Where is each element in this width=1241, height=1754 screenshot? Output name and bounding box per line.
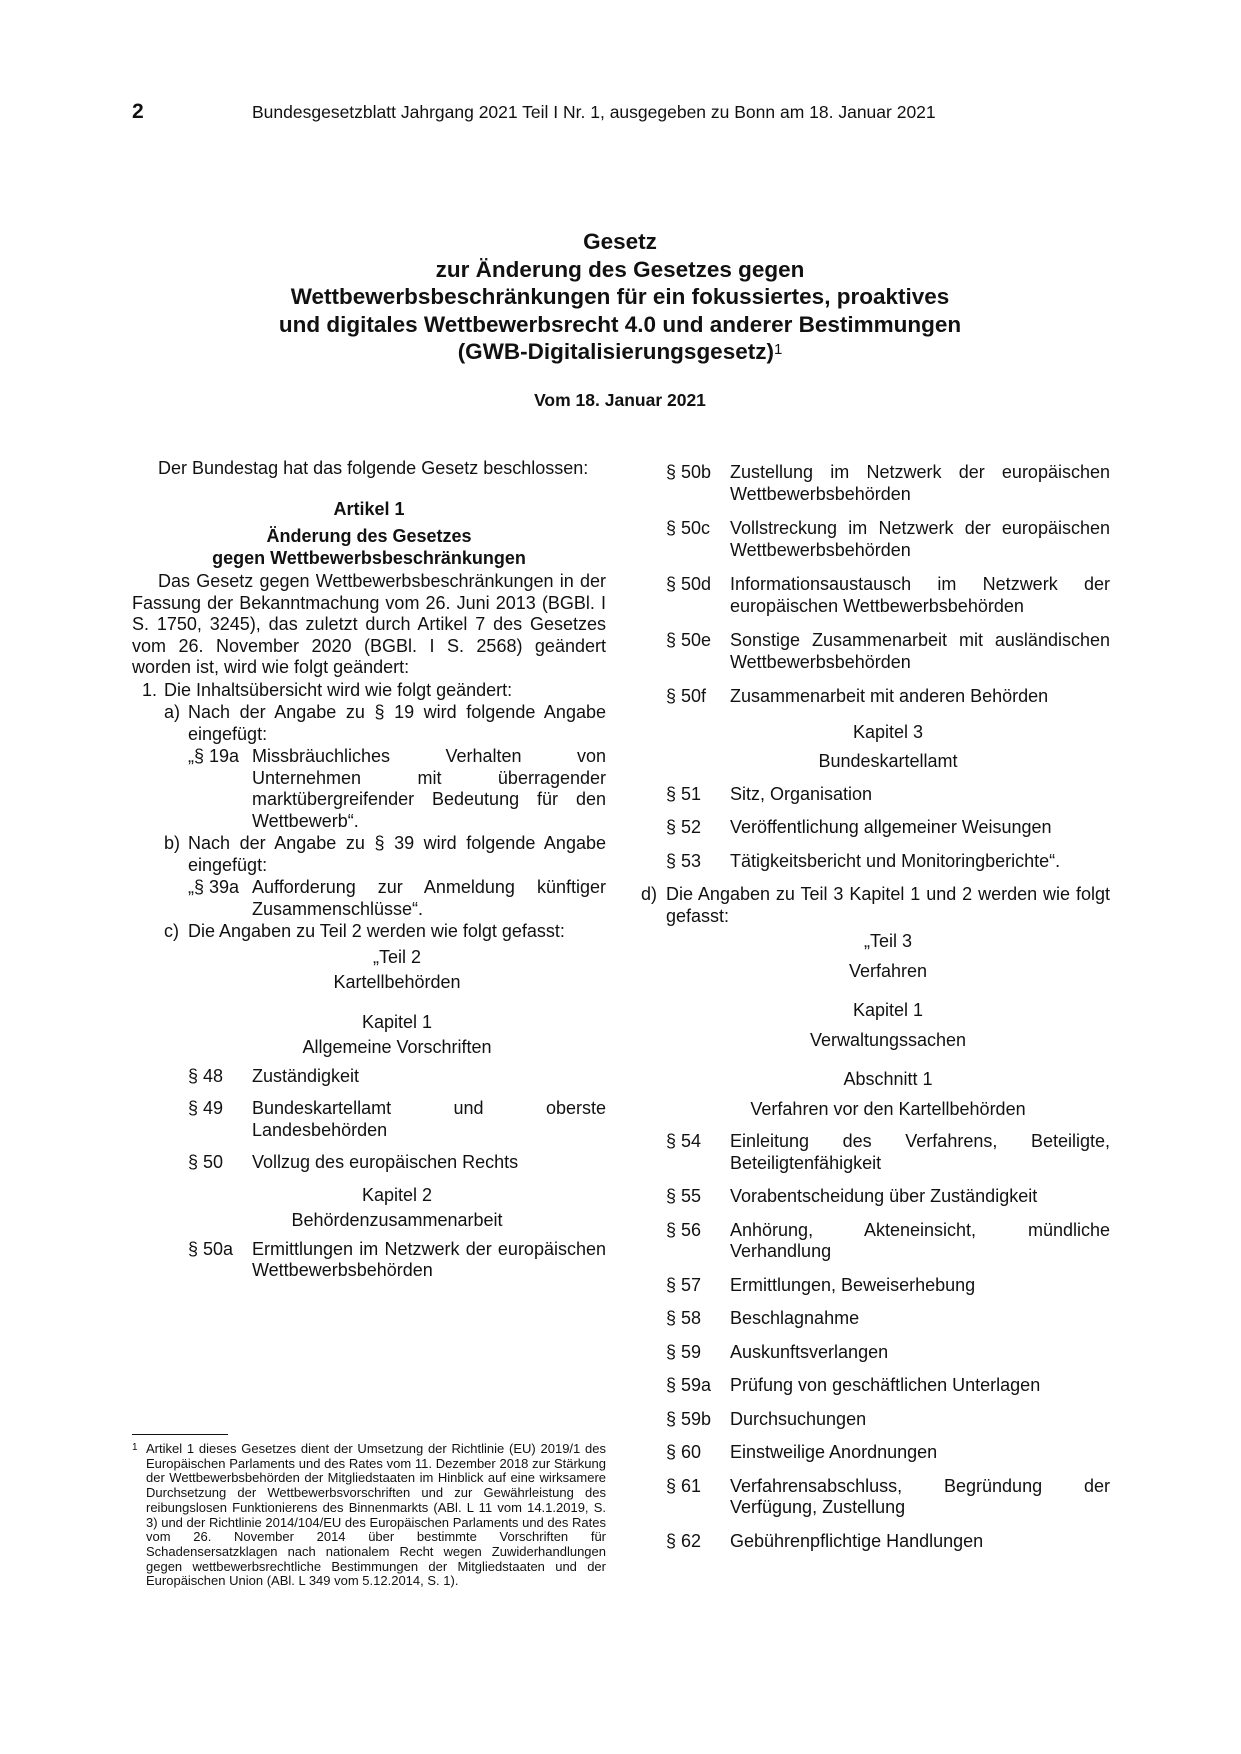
section-title: Missbräuchliches Verhalten von Unternehmen mit überragender marktübergreifender Bedeutung für den Wettbewerb“. bbox=[252, 746, 606, 831]
section-title: Bundeskartellamt und oberste Landesbehörden bbox=[252, 1098, 606, 1140]
list-item bbox=[132, 680, 606, 702]
list-item bbox=[132, 702, 606, 745]
list-item bbox=[641, 884, 1110, 927]
section-title: Veröffentlichung allgemeiner Weisungen bbox=[730, 817, 1052, 837]
section-entry bbox=[666, 686, 1110, 708]
item-label: 1. bbox=[142, 679, 158, 700]
section-entry bbox=[666, 1476, 1110, 1519]
section-title: Auskunftsverlangen bbox=[730, 1341, 889, 1362]
section-number: § 50 bbox=[188, 1152, 224, 1172]
footnote-reference: 1 bbox=[773, 341, 783, 358]
section-number: „§ 19a bbox=[188, 746, 240, 766]
section-title: Gebührenpflichtige Handlungen bbox=[730, 1530, 984, 1551]
section-number: § 48 bbox=[188, 1065, 224, 1086]
section-entry bbox=[666, 1186, 1110, 1208]
title-line: Wettbewerbsbeschränkungen für ein fokussiertes, proaktives bbox=[290, 284, 950, 309]
section-title: Verfahrensabschluss, Begründung der Verfügung, Zustellung bbox=[730, 1475, 1110, 1517]
section-number: § 56 bbox=[666, 1219, 702, 1240]
section-number: § 53 bbox=[666, 850, 702, 871]
section-entry bbox=[666, 1308, 1110, 1330]
item-text: Die Inhaltsübersicht wird wie folgt geändert: bbox=[164, 679, 513, 700]
item-text: Nach der Angabe zu § 19 wird folgende Angabe eingefügt: bbox=[188, 702, 606, 744]
section-number: § 57 bbox=[666, 1274, 702, 1295]
chapter-title: Allgemeine Vorschriften bbox=[302, 1037, 492, 1057]
section-entry bbox=[188, 1239, 606, 1282]
item-label: b) bbox=[164, 833, 181, 853]
section-number: § 58 bbox=[666, 1308, 702, 1328]
section-entry bbox=[666, 784, 1110, 806]
article-title: Änderung des Gesetzes bbox=[266, 526, 472, 546]
running-title: Bundesgesetzblatt Jahrgang 2021 Teil I Nr. 1, ausgegeben zu Bonn am 18. Januar 2021 bbox=[252, 102, 936, 122]
kap2-continued-sections bbox=[666, 462, 1110, 708]
section-entry bbox=[666, 574, 1110, 617]
chapter-heading: Kapitel 1 bbox=[361, 1011, 433, 1032]
section-entry bbox=[666, 1131, 1110, 1174]
article-title: gegen Wettbewerbsbeschränkungen bbox=[212, 547, 526, 568]
section-number: § 59b bbox=[666, 1408, 712, 1429]
section-number: § 50c bbox=[666, 518, 711, 538]
section-number: § 50f bbox=[666, 686, 707, 706]
title-line bbox=[140, 338, 1100, 366]
section-title: Ermittlungen, Beweiserhebung bbox=[730, 1274, 976, 1295]
left-column bbox=[132, 458, 606, 1282]
list-item bbox=[132, 921, 606, 943]
section-title: Vollstreckung im Netzwerk der europäischen Wettbewerbsbehörden bbox=[730, 518, 1110, 560]
intro-paragraph: Der Bundestag hat das folgende Gesetz beschlossen: bbox=[158, 458, 589, 478]
section-title: Zustellung im Netzwerk der europäischen Wettbewerbsbehörden bbox=[730, 462, 1110, 504]
section-entry bbox=[188, 1066, 606, 1088]
section-title: Tätigkeitsbericht und Monitoringberichte“. bbox=[730, 850, 1061, 871]
section-title: Einstweilige Anordnungen bbox=[730, 1442, 938, 1462]
part-title: Kartellbehörden bbox=[333, 972, 461, 992]
teil2-block bbox=[132, 947, 606, 1282]
item-label: a) bbox=[164, 702, 181, 722]
chapter-title: Bundeskartellamt bbox=[818, 751, 958, 771]
section-title: Zuständigkeit bbox=[252, 1065, 360, 1086]
subsection-heading: Abschnitt 1 bbox=[843, 1069, 933, 1089]
section-entry bbox=[666, 1409, 1110, 1431]
section-number: § 50e bbox=[666, 630, 712, 650]
part-title: Verfahren bbox=[848, 960, 928, 981]
section-number: § 62 bbox=[666, 1530, 702, 1551]
section-number: § 60 bbox=[666, 1442, 702, 1462]
chapter-heading: Kapitel 3 bbox=[852, 721, 924, 742]
section-entry bbox=[666, 1275, 1110, 1297]
section-title: Vorabentscheidung über Zuständigkeit bbox=[730, 1186, 1038, 1206]
page-number: 2 bbox=[132, 100, 144, 123]
section-entry bbox=[188, 1098, 606, 1141]
part-heading: „Teil 2 bbox=[372, 946, 421, 967]
section-entry bbox=[132, 877, 606, 920]
title-line: Gesetz bbox=[583, 229, 657, 254]
section-title: Sonstige Zusammenarbeit mit ausländischen Wettbewerbsbehörden bbox=[730, 630, 1110, 672]
footnote-mark: 1 bbox=[132, 1442, 138, 1453]
law-title bbox=[140, 228, 1100, 366]
section-number: § 55 bbox=[666, 1186, 702, 1206]
section-title: Prüfung von geschäftlichen Unterlagen bbox=[730, 1375, 1041, 1395]
chapter-heading: Kapitel 2 bbox=[361, 1184, 433, 1205]
item-text: Die Angaben zu Teil 2 werden wie folgt gefasst: bbox=[188, 921, 565, 941]
section-entry bbox=[666, 1342, 1110, 1364]
section-title: Aufforderung zur Anmeldung künftiger Zusammenschlüsse“. bbox=[252, 877, 606, 919]
section-number: § 50a bbox=[188, 1238, 234, 1259]
section-title: Ermittlungen im Netzwerk der europäischen Wettbewerbsbehörden bbox=[252, 1238, 606, 1280]
section-entry bbox=[666, 1531, 1110, 1553]
law-date: Vom 18. Januar 2021 bbox=[534, 390, 706, 410]
section-entry bbox=[666, 462, 1110, 505]
right-column bbox=[641, 462, 1110, 1552]
section-number: § 54 bbox=[666, 1131, 702, 1151]
section-entry bbox=[666, 851, 1110, 873]
section-number: § 50b bbox=[666, 462, 712, 482]
section-entry bbox=[666, 817, 1110, 839]
list-item bbox=[132, 833, 606, 876]
section-title: Einleitung des Verfahrens, Beteiligte, Beteiligtenfähigkeit bbox=[730, 1131, 1110, 1173]
section-title: Durchsuchungen bbox=[730, 1408, 867, 1429]
section-number: § 50d bbox=[666, 574, 712, 594]
item-text: Die Angaben zu Teil 3 Kapitel 1 und 2 werden wie folgt gefasst: bbox=[666, 884, 1110, 926]
section-number: § 51 bbox=[666, 783, 702, 804]
section-entry bbox=[666, 630, 1110, 673]
part-heading: „Teil 3 bbox=[863, 931, 912, 951]
section-entry bbox=[666, 1375, 1110, 1397]
footnote-text: Artikel 1 dieses Gesetzes dient der Umsetzung der Richtlinie (EU) 2019/1 des Europäischen Parlaments und des Rates vom 11. Dezember 2018 zur Stärkung der Wettbewerbsbehörden der Mitgliedstaaten im Hinblick auf eine wirksamere Durchsetzung der Wettbewerbsvorschriften und zur Gewährleistung des reibungslosen Funktionierens des Binnenmarkts (ABl. L 11 vom 14.1.2019, S. 3) und der Richtlinie 2014/104/EU des Europäischen Parlaments und des Rates vom 26. November 2014 über bestimmte Vorschriften für Schadensersatzklagen nach nationalem Recht wegen Zuwiderhandlungen gegen wettbewerbsrechtliche Bestimmungen der Mitgliedstaaten und der Europäischen Union (ABl. L 349 vom 5.12.2014, S. 1). bbox=[146, 1441, 606, 1589]
section-entry bbox=[188, 1152, 606, 1174]
title-short-name: (GWB-Digitalisierungsgesetz) bbox=[457, 339, 774, 364]
item-text: Nach der Angabe zu § 39 wird folgende Angabe eingefügt: bbox=[188, 833, 606, 875]
section-entry bbox=[666, 1442, 1110, 1464]
section-title: Beschlagnahme bbox=[730, 1308, 860, 1328]
article-body: Das Gesetz gegen Wettbewerbsbeschränkungen in der Fassung der Bekanntmachung vom 26. Juni 2013 (BGBl. I S. 1750, 3245), das zuletzt durch Artikel 7 des Gesetzes vom 26. November 2020 (BGBl. I S. 2568) geändert worden ist, wird wie folgt geändert: bbox=[132, 571, 606, 677]
section-number: „§ 39a bbox=[188, 877, 240, 897]
section-entry bbox=[666, 1220, 1110, 1263]
section-number: § 61 bbox=[666, 1475, 702, 1496]
footnote bbox=[132, 1442, 606, 1589]
chapter-heading: Kapitel 1 bbox=[852, 1000, 924, 1020]
section-title: Zusammenarbeit mit anderen Behörden bbox=[730, 686, 1049, 706]
section-title: Informationsaustausch im Netzwerk der europäischen Wettbewerbsbehörden bbox=[730, 574, 1110, 616]
section-number: § 59a bbox=[666, 1375, 712, 1395]
title-line: und digitales Wettbewerbsrecht 4.0 und anderer Bestimmungen bbox=[278, 311, 962, 337]
chapter-title: Behördenzusammenarbeit bbox=[291, 1210, 503, 1230]
section-number: § 59 bbox=[666, 1341, 702, 1362]
article-heading: Artikel 1 bbox=[333, 498, 405, 519]
section-entry bbox=[666, 518, 1110, 561]
chapter-title: Verwaltungssachen bbox=[809, 1029, 967, 1050]
section-number: § 49 bbox=[188, 1098, 224, 1118]
section-entry bbox=[132, 746, 606, 832]
section-title: Vollzug des europäischen Rechts bbox=[252, 1152, 519, 1172]
title-line: zur Änderung des Gesetzes gegen bbox=[435, 256, 805, 282]
item-label: d) bbox=[641, 884, 658, 904]
item-label: c) bbox=[164, 921, 179, 941]
subsection-title: Verfahren vor den Kartellbehörden bbox=[750, 1098, 1026, 1119]
section-title: Sitz, Organisation bbox=[730, 783, 873, 804]
section-title: Anhörung, Akteneinsicht, mündliche Verhandlung bbox=[730, 1219, 1110, 1261]
section-number: § 52 bbox=[666, 817, 702, 837]
footnote-separator bbox=[132, 1434, 228, 1435]
